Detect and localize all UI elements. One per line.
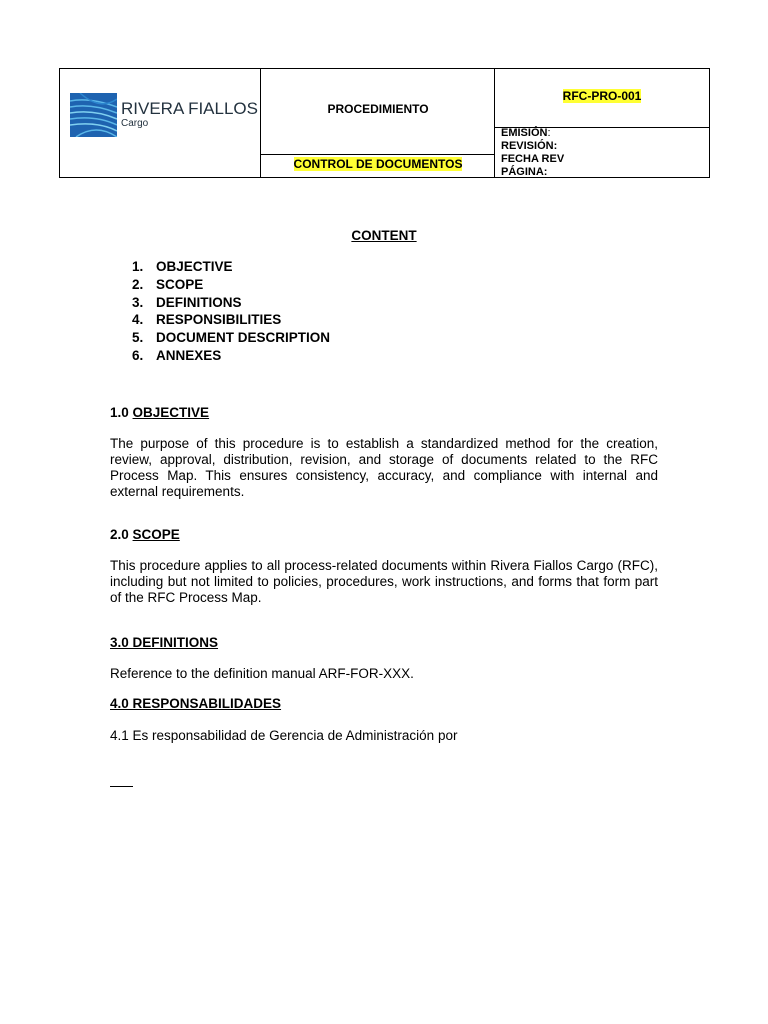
toc-item: 4. RESPONSIBILITIES [132,312,282,328]
document-code [495,89,709,103]
definitions-heading: 3.0 DEFINITIONS [110,635,219,650]
objective-heading: 1.0 OBJECTIVE [110,405,210,420]
responsibilities-heading: 4.0 RESPONSABILIDADES [110,696,282,711]
responsibilities-text: 4.1 Es responsabilidad de Gerencia de Administración por [110,728,458,743]
document-code-text: RFC-PRO-001 [562,89,642,103]
toc-item: 6. ANNEXES [132,347,222,363]
meta-pagina: PÁGINA: [501,166,548,178]
definitions-text: Reference to the definition manual ARF-FOR-XXX. [110,666,414,681]
logo-cell [60,69,261,177]
scope-text: This procedure applies to all process-related documents within Rivera Fiallos Cargo (RFC), including but not limited to policies, procedures, work instructions, and forms that form part of the RFC Process Map. [110,558,658,605]
meta-emision: EMISIÓN: [501,127,551,139]
procedure-label: PROCEDIMIENTO [327,102,429,116]
document-title [261,157,495,171]
objective-text: The purpose of this procedure is to establish a standardized method for the creation, review, approval, distribution, revision, and storage of documents related to the RFC Process Map. This ensures consistency, accuracy, and compliance with internal and external requirements. [110,436,658,499]
document-title-text: CONTROL DE DOCUMENTOS [293,157,463,171]
company-name: RIVERA FIALLOS [121,99,258,118]
underline-stub [110,786,133,787]
company-logo-icon [70,93,117,137]
toc-item: 5. DOCUMENT DESCRIPTION [132,330,331,346]
table-of-contents [132,258,330,365]
title-divider [261,154,494,155]
company-sub: Cargo [121,118,149,129]
toc-item: 3. DEFINITIONS [132,294,242,310]
document-meta-list [501,127,564,179]
toc-item: 1. OBJECTIVE [132,259,233,274]
title-cell [261,69,495,177]
meta-revision: REVISIÓN: [501,140,558,152]
code-cell [495,69,709,177]
content-title: CONTENT [351,228,417,243]
toc-item: 2. SCOPE [132,276,204,292]
document-header-table [59,68,710,178]
meta-fecha-rev: FECHA REV [501,153,565,165]
scope-heading: 2.0 SCOPE [110,527,180,542]
